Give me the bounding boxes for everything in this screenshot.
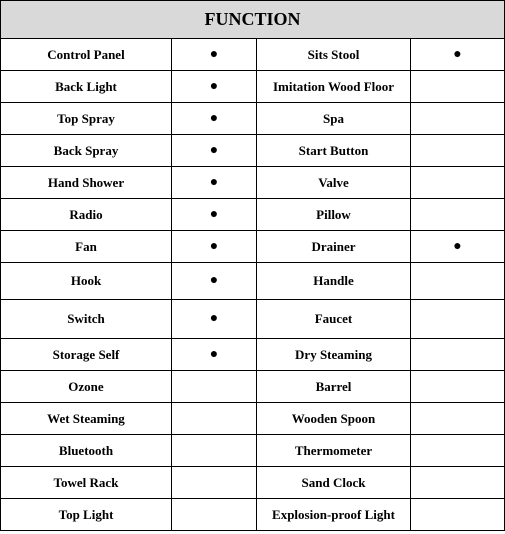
feature-name: Thermometer	[257, 435, 411, 467]
feature-name: Switch	[1, 300, 172, 339]
table-row	[1, 371, 505, 403]
table-row	[1, 467, 505, 499]
feature-mark	[411, 103, 505, 135]
feature-mark: ●	[172, 231, 257, 263]
feature-name: Towel Rack	[1, 467, 172, 499]
feature-mark: ●	[172, 300, 257, 339]
feature-mark	[411, 467, 505, 499]
feature-name: Pillow	[257, 199, 411, 231]
feature-name: Dry Steaming	[257, 339, 411, 371]
feature-name: Spa	[257, 103, 411, 135]
table-title: FUNCTION	[1, 1, 505, 39]
feature-mark: ●	[172, 263, 257, 300]
feature-mark: ●	[172, 39, 257, 71]
feature-mark	[172, 435, 257, 467]
feature-mark	[411, 199, 505, 231]
feature-name: Barrel	[257, 371, 411, 403]
table-row	[1, 263, 505, 300]
feature-name: Start Button	[257, 135, 411, 167]
feature-mark	[411, 371, 505, 403]
table-row	[1, 135, 505, 167]
table-row	[1, 300, 505, 339]
feature-name: Hand Shower	[1, 167, 172, 199]
feature-mark	[172, 467, 257, 499]
table-row	[1, 339, 505, 371]
feature-name: Sand Clock	[257, 467, 411, 499]
feature-mark	[411, 135, 505, 167]
table-body	[1, 39, 505, 531]
feature-mark	[411, 167, 505, 199]
table-row	[1, 499, 505, 531]
feature-name: Back Spray	[1, 135, 172, 167]
feature-name: Wooden Spoon	[257, 403, 411, 435]
feature-mark: ●	[172, 199, 257, 231]
feature-name: Handle	[257, 263, 411, 300]
feature-name: Bluetooth	[1, 435, 172, 467]
feature-mark: ●	[411, 231, 505, 263]
feature-name: Imitation Wood Floor	[257, 71, 411, 103]
feature-mark: ●	[172, 103, 257, 135]
table-row	[1, 103, 505, 135]
feature-mark: ●	[172, 339, 257, 371]
feature-name: Fan	[1, 231, 172, 263]
feature-name: Sits Stool	[257, 39, 411, 71]
table-row	[1, 435, 505, 467]
feature-mark	[411, 300, 505, 339]
feature-name: Hook	[1, 263, 172, 300]
feature-mark	[172, 499, 257, 531]
feature-name: Drainer	[257, 231, 411, 263]
feature-mark	[411, 339, 505, 371]
feature-name: Storage Self	[1, 339, 172, 371]
feature-name: Faucet	[257, 300, 411, 339]
feature-mark	[172, 371, 257, 403]
feature-mark: ●	[172, 135, 257, 167]
feature-name: Valve	[257, 167, 411, 199]
table-row	[1, 199, 505, 231]
feature-mark	[411, 71, 505, 103]
table-row	[1, 39, 505, 71]
table-row	[1, 403, 505, 435]
feature-name: Radio	[1, 199, 172, 231]
feature-name: Back Light	[1, 71, 172, 103]
feature-mark	[172, 403, 257, 435]
feature-mark: ●	[172, 71, 257, 103]
feature-mark: ●	[172, 167, 257, 199]
table-row	[1, 231, 505, 263]
feature-name: Wet Steaming	[1, 403, 172, 435]
feature-mark	[411, 435, 505, 467]
feature-name: Control Panel	[1, 39, 172, 71]
feature-name: Top Spray	[1, 103, 172, 135]
header-row	[1, 1, 505, 39]
feature-name: Ozone	[1, 371, 172, 403]
feature-name: Explosion-proof Light	[257, 499, 411, 531]
feature-name: Top Light	[1, 499, 172, 531]
feature-mark	[411, 403, 505, 435]
table-row	[1, 71, 505, 103]
feature-mark	[411, 499, 505, 531]
feature-mark: ●	[411, 39, 505, 71]
feature-mark	[411, 263, 505, 300]
table-row	[1, 167, 505, 199]
